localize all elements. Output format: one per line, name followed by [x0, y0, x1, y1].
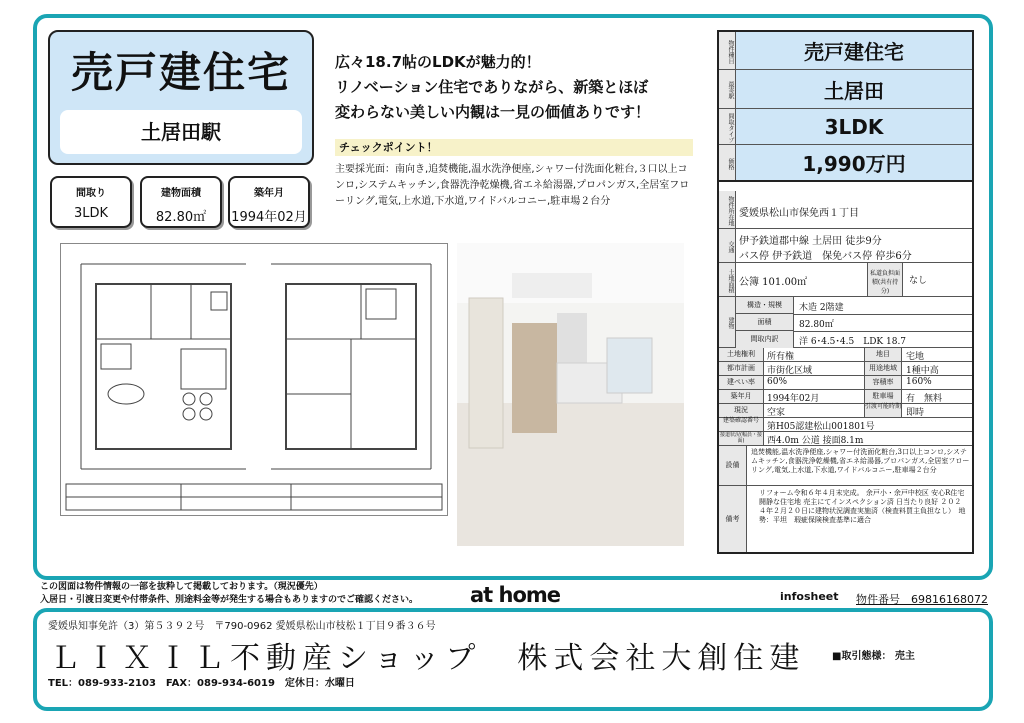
spec-handover-value: 即時: [906, 408, 925, 418]
floor-plan-drawing: [61, 244, 447, 515]
spec-private-road-value: なし: [909, 276, 928, 286]
stat-label: 間取り: [76, 188, 106, 199]
spec-layout-value: 3LDK: [736, 109, 972, 144]
spec-row-station: [719, 70, 972, 109]
spec-road-head: 接道状況(幅員・接面): [719, 432, 764, 445]
checkpoint-features: 主要採光面：南向き,追焚機能,温水洗浄便座,シャワー付洗面化粧台,３口以上コンロ,システムキッチン,食器洗浄乾燥機,省エネ給湯器,プロパンガス,全居室フローリング,電気,上水道,下水道,ワイドバルコニー,駐車場２台分: [335, 164, 690, 207]
spec-row-type: [719, 32, 972, 70]
spec-row-plan: [719, 362, 972, 376]
athome-logo: at home: [470, 583, 561, 607]
disclaimer: [40, 581, 418, 607]
spec-type-value: 売戸建住宅: [736, 32, 972, 69]
spec-parking-head: 駐車場: [864, 390, 902, 403]
spec-land-value: 公簿 101.00㎡: [739, 277, 808, 288]
spec-row-remarks: [719, 486, 972, 552]
spec-structure-value: 木造 2階建: [799, 303, 844, 313]
spec-rights-value: 所有権: [767, 352, 795, 362]
spec-head: 建物: [719, 297, 736, 347]
spec-row-status: [719, 404, 972, 418]
spec-remarks-value: リフォーム令和６年４月末完成。 余戸小・余戸中校区 安心R住宅 闘静な住宅地 売主にてインスペクション済 日当たり良好 ２０２４年２月２０日に建物状況調査実施済（検査料買主負担なし） 地勢：平坦 瑕疵保険検査基準に適合: [759, 489, 966, 524]
spec-facility-value: 追焚機能,温水洗浄便座,シャワー付洗面化粧台,3口以上コンロ,システムキッチン,食器洗浄乾燥機,省エネ給湯器,プロパンガス,全居室フローリング,電気,上水道,下水道,ワイドバルコニー,駐車場２台分: [751, 448, 970, 474]
spec-plan-head: 都市計画: [719, 362, 764, 375]
spec-row-access: [719, 229, 972, 263]
spec-head: 物件所在地: [719, 191, 736, 228]
catch-line: 変わらない美しい内観は一見の価値ありです！: [335, 103, 651, 121]
spec-far-value: 160%: [906, 377, 932, 387]
disclaimer-line: この図面は物件情報の一部を抜粋して掲載しております。（現況優先）: [40, 582, 323, 592]
spec-facility-head: 設備: [719, 446, 747, 485]
spec-station-value: 土居田: [736, 70, 972, 108]
spec-zone-head: 用途地域: [864, 362, 902, 375]
spec-confirm-value: 第H05認建松山001801号: [767, 422, 875, 432]
stat-value: 1994年02月: [231, 210, 307, 225]
spec-landcat-head: 地目: [864, 348, 902, 361]
contact-info: TEL：089-933-2103 FAX：089-934-6019 定休日：水曜日: [48, 678, 355, 689]
catch-line: リノベーション住宅でありながら、新築とほぼ: [335, 78, 649, 96]
spec-row-address: [719, 191, 972, 229]
spec-road-value: 西4.0m 公道 接面8.1m: [767, 436, 864, 446]
spec-access-line: バス停 伊予鉄道 保免バス停 停歩6分: [739, 251, 912, 262]
spec-row-built: [719, 390, 972, 404]
stat-value: 3LDK: [73, 206, 109, 221]
spec-built-value: 1994年02月: [767, 394, 820, 404]
company-name: ＬＩＸＩＬ不動産ショップ 株式会社大創住建: [50, 641, 806, 676]
spec-handover-head: 引渡可能時期: [864, 404, 902, 417]
stat-label: 築年月: [254, 188, 284, 199]
property-type-title: 売戸建住宅: [70, 48, 291, 97]
spec-row-confirm: [719, 418, 972, 432]
license-info: 愛媛県知事免許（3）第５３９２号 〒790-0962 愛媛県松山市枝松１丁目９番３６号: [48, 621, 436, 632]
spec-private-road-head: 私道負担面積(共有持分): [867, 263, 903, 296]
spec-status-head: 現況: [719, 404, 764, 417]
spec-built-head: 築年月: [719, 390, 764, 403]
station-name: 土居田駅: [141, 120, 221, 144]
spec-area-head: 面積: [736, 314, 794, 331]
spec-far-head: 容積率: [864, 376, 902, 389]
property-number: 物件番号 69816168072: [856, 593, 988, 606]
interior-photo: [457, 243, 684, 546]
spec-rooms-head: 間取内訳: [736, 331, 794, 348]
stat-layout: [50, 176, 132, 228]
floor-plan-image: [60, 243, 448, 516]
spec-address-value: 愛媛県松山市保免西１丁目: [739, 208, 859, 219]
spec-price-value: 1,990万円: [736, 145, 972, 180]
spec-remarks-head: 備考: [719, 486, 747, 552]
station-box: [60, 110, 302, 154]
spec-landcat-value: 宅地: [906, 352, 925, 362]
spec-parking-value: 有 無料: [906, 394, 943, 404]
spec-table: [717, 30, 974, 554]
spec-row-rights: [719, 348, 972, 362]
infosheet-label: infosheet: [780, 590, 839, 603]
spec-row-land: [719, 263, 972, 297]
spec-head: 交通: [719, 229, 736, 262]
checkpoint-label: チェックポイント！: [335, 139, 693, 156]
spec-area-value: 82.80㎡: [799, 320, 834, 330]
transaction-type: ■取引態様： 売主: [832, 651, 915, 662]
spec-row-layout: [719, 109, 972, 145]
disclaimer-line: 入居日・引渡日変更や付帯条件、別途料金等が発生する場合もありますのでご確認ください。: [40, 595, 419, 605]
spec-head: 最寄駅: [719, 70, 736, 108]
stat-building-area: [140, 176, 222, 228]
catch-line: 広々18.7帖のLDKが魅力的！: [335, 53, 541, 71]
spec-plan-value: 市街化区域: [767, 366, 813, 376]
spec-access-line: 伊予鉄道郡中線 土居田 徒歩9分: [739, 236, 882, 247]
spec-row-price: [719, 145, 972, 182]
interior-photo-drawing: [457, 243, 684, 546]
spec-row-building: [719, 297, 972, 348]
spec-row-ratio: [719, 376, 972, 390]
spec-structure-head: 構造・規模: [736, 297, 794, 314]
spec-rooms-value: 洋 6･4.5･4.5 LDK 18.7: [799, 337, 907, 347]
catch-copy: [335, 50, 705, 125]
spec-head: 間取タイプ: [719, 109, 736, 144]
spec-bcr-value: 60%: [767, 377, 788, 387]
spec-head: 価格: [719, 145, 736, 180]
spec-head: 物件種目: [719, 32, 736, 69]
spec-zone-value: 1種中高: [906, 366, 939, 376]
spec-rights-head: 土地権利: [719, 348, 764, 361]
stat-label: 建物面積: [161, 188, 201, 199]
stat-built-date: [228, 176, 310, 228]
spec-bcr-head: 建ぺい率: [719, 376, 764, 389]
spec-row-road: [719, 432, 972, 446]
spec-confirm-head: 建築確認番号: [719, 418, 764, 431]
spec-head: 土地面積: [719, 263, 736, 296]
title-block: [48, 30, 314, 165]
spec-status-value: 空家: [767, 408, 786, 418]
spec-row-facility: [719, 446, 972, 486]
stat-value: 82.80㎡: [155, 210, 207, 225]
